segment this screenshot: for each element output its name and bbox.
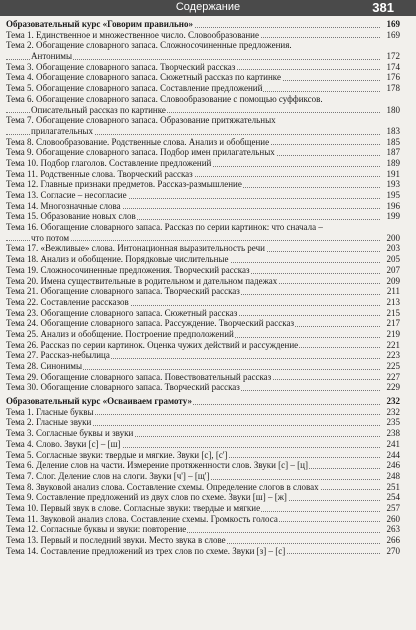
toc-entry-text: Тема 11. Родственные слова. Творческий рассказ <box>6 168 193 179</box>
toc-entry-text: Тема 7. Обогащение словарного запаса. Образование притяжательных <box>6 115 276 126</box>
toc-entry-page: 180 <box>386 104 400 115</box>
toc-entry <box>6 340 400 351</box>
toc-entry-page: 196 <box>386 200 400 211</box>
page-number: 381 <box>372 0 394 15</box>
toc-entry <box>6 535 400 546</box>
toc-entry <box>6 514 400 525</box>
toc-entry-page: 174 <box>386 61 400 72</box>
toc-entry-page: 235 <box>386 417 400 428</box>
toc-entry-text: Тема 4. Слово. Звуки [с] – [ш] <box>6 438 121 449</box>
toc-entry-text: Тема 27. Рассказ-небылица <box>6 350 110 361</box>
toc-entry <box>6 524 400 535</box>
section-heading-page: 169 <box>386 19 400 29</box>
toc-entry <box>6 482 400 493</box>
toc-entry-page: 183 <box>386 125 400 136</box>
toc-entry-text: Тема 7. Слог. Деление слов на слоги. Звуки [ч'] – [щ'] <box>6 470 210 481</box>
toc-entry-text: Тема 13. Первый и последний звуки. Место звука в слове <box>6 535 226 545</box>
toc-entry-page: 189 <box>386 157 400 168</box>
toc-entry-page: 244 <box>386 449 400 460</box>
toc-entry-page: 251 <box>386 481 400 492</box>
toc-entry-page: 248 <box>386 470 400 481</box>
toc-entry <box>6 222 400 233</box>
toc-entry-text: Тема 4. Обогащение словарного запаса. Сюжетный рассказ по картинке <box>6 72 281 83</box>
toc-entry <box>6 40 400 51</box>
toc-entry <box>6 503 400 514</box>
toc-entry-text: Описательный рассказ по картинке <box>31 104 166 115</box>
toc-entry <box>6 492 400 503</box>
toc-entry <box>6 126 400 137</box>
toc-entry-text: Тема 13. Согласие – несогласие <box>6 190 127 200</box>
section-heading-text: Образовательный курс «Осваиваем грамоту» <box>6 396 192 407</box>
toc-entry-page: 260 <box>386 513 400 524</box>
toc-entry <box>6 407 400 418</box>
toc-entry-text: Тема 24. Обогащение словарного запаса. Рассуждение. Творческий рассказ <box>6 318 295 329</box>
toc-entry-page: 207 <box>386 264 400 275</box>
toc-entry-text: что потом <box>31 232 70 243</box>
toc-entry <box>6 417 400 428</box>
toc-entry-text: Тема 12. Главные признаки предметов. Рассказ-размышление <box>6 179 242 190</box>
toc-entry-text: Тема 6. Обогащение словарного запаса. Словообразование с помощью суффиксов. <box>6 93 323 104</box>
toc-entry-page: 270 <box>386 545 400 556</box>
toc-entry-page: 223 <box>386 350 400 361</box>
toc-entry <box>6 72 400 83</box>
toc-entry-page: 176 <box>386 72 400 83</box>
toc-entry <box>6 286 400 297</box>
toc-entry-page: 195 <box>386 190 400 200</box>
toc-entry-text: Тема 11. Звуковой анализ слова. Составление схемы. Громкость голоса <box>6 513 278 524</box>
toc-entry <box>6 382 400 393</box>
toc-entry <box>6 201 400 212</box>
toc-entry-page: 205 <box>386 254 400 265</box>
toc-entry <box>6 83 400 94</box>
toc-entry-page: 246 <box>386 460 400 471</box>
toc-entry-text: Тема 9. Обогащение словарного запаса. Подбор имен прилагательных <box>6 147 275 158</box>
toc-entry-page: 199 <box>386 211 400 222</box>
toc-entry-text: Тема 10. Первый звук в слове. Согласные звуки: твердые и мягкие <box>6 502 261 513</box>
toc-entry-page: 172 <box>386 51 400 62</box>
toc-entry <box>6 190 400 201</box>
toc-entry <box>6 105 400 116</box>
toc-entry-text: Тема 14. Составление предложений из трех слов по схеме. Звуки [з] – [с] <box>6 545 286 556</box>
toc-entry-text: Тема 28. Синонимы <box>6 361 83 371</box>
toc-entry <box>6 361 400 372</box>
toc-entry-page: 178 <box>386 83 400 94</box>
toc-entry-page: 213 <box>386 296 400 307</box>
toc-entry-page: 221 <box>386 339 400 350</box>
section-heading-page: 232 <box>386 396 400 407</box>
table-of-contents <box>6 19 400 556</box>
toc-entry-page: 263 <box>386 524 400 535</box>
toc-entry <box>6 546 400 557</box>
section-heading <box>6 396 400 407</box>
section-title: Содержание <box>175 1 241 13</box>
toc-entry <box>6 471 400 482</box>
toc-entry-page: 215 <box>386 307 400 318</box>
toc-entry-page: 257 <box>386 502 400 513</box>
toc-entry <box>6 254 400 265</box>
toc-entry-page: 191 <box>386 168 400 179</box>
toc-entry-page: 169 <box>386 29 400 40</box>
toc-entry <box>6 265 400 276</box>
toc-entry <box>6 450 400 461</box>
toc-entry-page: 217 <box>386 318 400 329</box>
toc-entry <box>6 137 400 148</box>
toc-entry <box>6 169 400 180</box>
toc-entry-text: Тема 1. Единственное и множественное число. Словообразование <box>6 29 259 40</box>
toc-entry-text: Тема 12. Согласные буквы и звуки: повторение <box>6 524 187 535</box>
toc-entry-text: Тема 25. Анализ и обобщение. Построение предположений <box>6 328 234 339</box>
toc-entry-text: Тема 14. Многозначные слова <box>6 200 121 211</box>
toc-entry <box>6 62 400 73</box>
toc-entry <box>6 243 400 254</box>
toc-entry-text: Тема 5. Обогащение словарного запаса. Составление предложений <box>6 83 263 94</box>
toc-entry-page: 238 <box>386 428 400 439</box>
toc-entry-page: 187 <box>386 147 400 158</box>
toc-entry <box>6 30 400 41</box>
toc-entry-page: 266 <box>386 535 400 545</box>
toc-entry-text: Тема 15. Образование новых слов <box>6 211 136 222</box>
toc-entry-page: 219 <box>386 328 400 339</box>
toc-entry-text: Тема 3. Обогащение словарного запаса. Творческий рассказ <box>6 61 236 72</box>
toc-entry <box>6 372 400 383</box>
toc-entry <box>6 51 400 62</box>
toc-entry-text: Тема 2. Гласные звуки <box>6 417 92 428</box>
toc-entry-page: 254 <box>386 492 400 503</box>
toc-entry-page: 185 <box>386 136 400 147</box>
section-heading-text: Образовательный курс «Говорим правильно» <box>6 19 193 29</box>
toc-entry-text: Тема 29. Обогащение словарного запаса. Повествовательный рассказ <box>6 371 272 382</box>
toc-entry <box>6 94 400 105</box>
toc-entry-text: Тема 9. Составление предложений из двух слов по схеме. Звуки [ш] – [ж] <box>6 492 287 503</box>
toc-entry-page: 209 <box>386 275 400 286</box>
toc-entry-text: Тема 6. Деление слов на части. Измерение протяженности слов. Звуки [с] – [ц] <box>6 460 308 471</box>
toc-entry-text: Тема 23. Обогащение словарного запаса. Сюжетный рассказ <box>6 307 238 318</box>
toc-entry <box>6 428 400 439</box>
toc-entry-page: 232 <box>386 406 400 417</box>
toc-entry-page: 241 <box>386 438 400 449</box>
toc-entry <box>6 350 400 361</box>
toc-entry-page: 200 <box>386 232 400 243</box>
toc-entry <box>6 308 400 319</box>
toc-entry <box>6 439 400 450</box>
page-header <box>0 0 416 16</box>
toc-entry <box>6 318 400 329</box>
toc-entry <box>6 147 400 158</box>
toc-entry-text: Тема 16. Обогащение словарного запаса. Рассказ по серии картинок: что сначала – <box>6 222 323 233</box>
toc-entry-text: Тема 10. Подбор глаголов. Составление предложений <box>6 157 212 168</box>
toc-entry <box>6 460 400 471</box>
toc-entry-text: Тема 1. Гласные буквы <box>6 406 94 417</box>
toc-entry-text: Тема 3. Согласные буквы и звуки <box>6 428 134 439</box>
toc-entry-page: 193 <box>386 179 400 190</box>
toc-entry-text: Тема 18. Анализ и обобщение. Порядковые числительные <box>6 254 229 265</box>
toc-entry-text: Тема 19. Сложносочиненные предложения. Творческий рассказ <box>6 264 250 275</box>
toc-entry <box>6 233 400 244</box>
section-heading <box>6 19 400 30</box>
toc-entry-text: Антонимы <box>31 51 73 62</box>
toc-entry <box>6 179 400 190</box>
toc-entry-text: Тема 20. Имена существительные в родительном и дательном падежах <box>6 275 278 286</box>
toc-entry <box>6 211 400 222</box>
toc-entry <box>6 329 400 340</box>
toc-entry-text: Тема 17. «Вежливые» слова. Интонационная выразительность речи <box>6 243 265 254</box>
toc-entry-text: Тема 26. Рассказ по серии картинок. Оценка чужих действий и рассуждение <box>6 339 299 350</box>
toc-entry-page: 225 <box>386 361 400 371</box>
toc-entry-text: прилагательных <box>31 125 93 136</box>
toc-entry-page: 227 <box>386 371 400 382</box>
toc-entry-text: Тема 8. Звуковой анализ слова. Составление схемы. Определение слогов в словах <box>6 481 319 492</box>
toc-entry <box>6 297 400 308</box>
toc-entry <box>6 158 400 169</box>
toc-entry-page: 229 <box>386 382 400 393</box>
toc-entry-text: Тема 8. Словообразование. Родственные слова. Анализ и обобщение <box>6 136 270 147</box>
toc-entry <box>6 276 400 287</box>
toc-entry-text: Тема 5. Согласные звуки: твердые и мягкие. Звуки [с], [с'] <box>6 449 228 460</box>
toc-entry-page: 203 <box>386 243 400 254</box>
toc-entry <box>6 115 400 126</box>
toc-entry-text: Тема 2. Обогащение словарного запаса. Сложносочиненные предложения. <box>6 40 292 51</box>
toc-entry-text: Тема 21. Обогащение словарного запаса. Творческий рассказ <box>6 286 240 297</box>
toc-entry-text: Тема 22. Составление рассказов <box>6 296 129 307</box>
toc-entry-page: 211 <box>386 286 400 297</box>
toc-entry-text: Тема 30. Обогащение словарного запаса. Творческий рассказ <box>6 382 240 393</box>
